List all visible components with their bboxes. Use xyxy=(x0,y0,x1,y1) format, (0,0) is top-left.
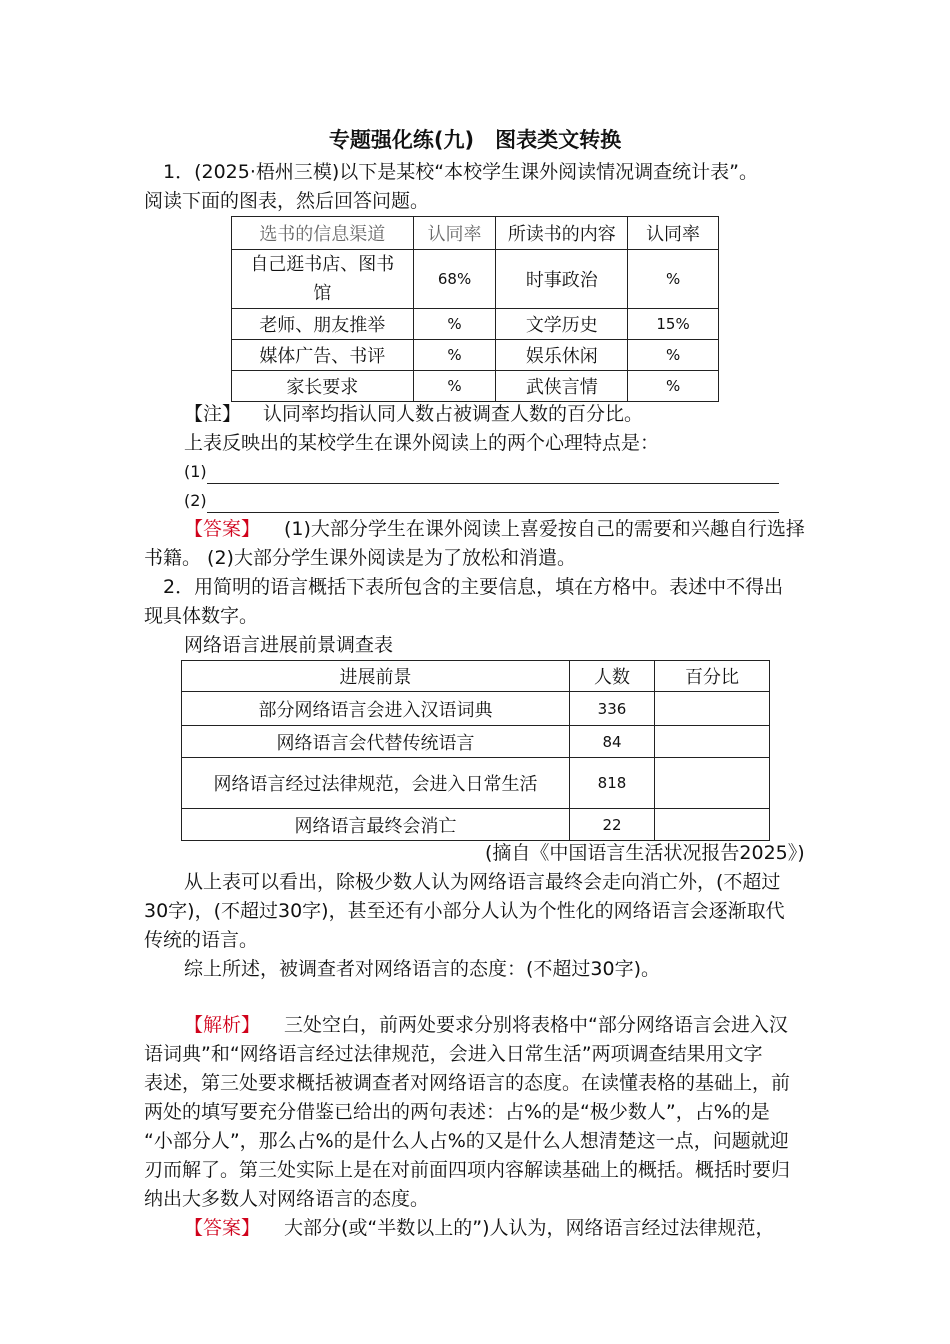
table2-cell xyxy=(655,809,770,841)
table1-header: 认同率 xyxy=(413,217,496,250)
answer-text: 大部分(或“半数以上的”)人认为，网络语言经过法律规范， xyxy=(284,1217,775,1239)
table1-cell: 娱乐休闲 xyxy=(496,340,628,371)
table1-header: 选书的信息渠道 xyxy=(232,217,414,250)
table2-cell: 网络语言会代替传统语言 xyxy=(182,726,570,758)
table2-header: 人数 xyxy=(570,661,655,692)
q2-text-line1: 从上表可以看出，除极少数人认为网络语言最终会走向消亡外，(不超过 xyxy=(184,871,781,893)
table1-header: 所读书的内容 xyxy=(496,217,628,250)
answer-blank xyxy=(207,465,779,484)
q1-note xyxy=(184,402,643,426)
table1-cell: 15% xyxy=(628,309,719,340)
table1-cell: 老师、朋友推举 xyxy=(232,309,414,340)
analysis-tag: 【解析】 xyxy=(184,1014,261,1036)
table1-cell: % xyxy=(628,371,719,402)
q2-table-title: 网络语言进展前景调查表 xyxy=(184,634,394,656)
table2-header: 百分比 xyxy=(655,661,770,692)
q2-analysis-line5: “小部分人”，那么占%的是什么人占%的又是什么人想清楚这一点，问题就迎 xyxy=(144,1130,789,1152)
table1-cell: % xyxy=(413,309,496,340)
table2-cell: 22 xyxy=(570,809,655,841)
answer-text: (1)大部分学生在课外阅读上喜爱按自己的需要和兴趣自行选择 xyxy=(284,518,805,540)
table2-cell xyxy=(655,758,770,809)
q2-analysis-line6: 刃而解了。第三处实际上是在对前面四项内容解读基础上的概括。概括时要归 xyxy=(144,1159,791,1181)
analysis-text: 三处空白，前两处要求分别将表格中“部分网络语言会进入汉 xyxy=(284,1014,788,1036)
note-tag: 【注】 xyxy=(184,403,242,425)
answer-tag: 【答案】 xyxy=(184,518,261,540)
answer-tag: 【答案】 xyxy=(184,1217,261,1239)
note-text: 认同率均指认同人数占被调查人数的百分比。 xyxy=(263,403,644,425)
table2-header: 进展前景 xyxy=(182,661,570,692)
q2-stem-line1: 2．用简明的语言概括下表所包含的主要信息，填在方格中。表述中不得出 xyxy=(163,576,784,598)
table1-cell: 武侠言情 xyxy=(496,371,628,402)
answer-blank xyxy=(207,494,779,513)
q2-text-line3: 传统的语言。 xyxy=(144,929,259,951)
q2-analysis-line7: 纳出大多数人对网络语言的态度。 xyxy=(144,1188,430,1210)
table1-cell: 家长要求 xyxy=(232,371,414,402)
table1-cell: % xyxy=(413,371,496,402)
q2-analysis-line2: 语词典”和“网络语言经过法律规范，会进入日常生活”两项调查结果用文字 xyxy=(144,1043,763,1065)
q1-answer-line1 xyxy=(184,517,805,541)
reading-survey-table xyxy=(231,216,719,402)
q2-analysis-line1 xyxy=(184,1013,788,1037)
table2-cell: 818 xyxy=(570,758,655,809)
table1-cell: 媒体广告、书评 xyxy=(232,340,414,371)
network-language-table xyxy=(181,660,770,841)
table1-cell: 时事政治 xyxy=(496,250,628,309)
table1-cell: % xyxy=(413,340,496,371)
table2-cell: 网络语言经过法律规范，会进入日常生活 xyxy=(182,758,570,809)
table1-cell: % xyxy=(628,250,719,309)
table1-header: 认同率 xyxy=(628,217,719,250)
q2-analysis-line3: 表述，第三处要求概括被调查者对网络语言的态度。在读懂表格的基础上，前 xyxy=(144,1072,791,1094)
blank-label: (2) xyxy=(184,491,207,510)
table2-cell xyxy=(655,726,770,758)
q2-source: (摘自《中国语言生活状况报告2025》) xyxy=(485,842,805,864)
q1-blank-2 xyxy=(184,489,779,513)
q1-stem-line2: 阅读下面的图表，然后回答问题。 xyxy=(144,190,430,212)
table2-cell: 部分网络语言会进入汉语词典 xyxy=(182,692,570,726)
table1-cell: 68% xyxy=(413,250,496,309)
table2-cell: 网络语言最终会消亡 xyxy=(182,809,570,841)
table1-cell: 文学历史 xyxy=(496,309,628,340)
q2-text-line4: 综上所述，被调查者对网络语言的态度：(不超过30字)。 xyxy=(184,958,661,980)
table2-cell: 84 xyxy=(570,726,655,758)
q2-answer-line1 xyxy=(184,1216,775,1240)
q1-answer-line2: 书籍。 (2)大部分学生课外阅读是为了放松和消遣。 xyxy=(144,547,576,569)
table2-cell xyxy=(655,692,770,726)
table2-cell: 336 xyxy=(570,692,655,726)
q1-prompt: 上表反映出的某校学生在课外阅读上的两个心理特点是： xyxy=(184,432,660,454)
table1-cell: % xyxy=(628,340,719,371)
page-title: 专题强化练(九) 图表类文转换 xyxy=(328,128,622,152)
q1-stem-line1: 1．(2025·梧州三模)以下是某校“本校学生课外阅读情况调查统计表”。 xyxy=(163,161,758,183)
q1-blank-1 xyxy=(184,460,779,484)
q2-stem-line2: 现具体数字。 xyxy=(144,605,259,627)
blank-label: (1) xyxy=(184,462,207,481)
q2-analysis-line4: 两处的填写要充分借鉴已给出的两句表述：占%的是“极少数人”，占%的是 xyxy=(144,1101,770,1123)
table1-cell: 自己逛书店、图书馆 xyxy=(232,250,414,309)
q2-text-line2: 30字)，(不超过30字)，甚至还有小部分人认为个性化的网络语言会逐渐取代 xyxy=(144,900,785,922)
